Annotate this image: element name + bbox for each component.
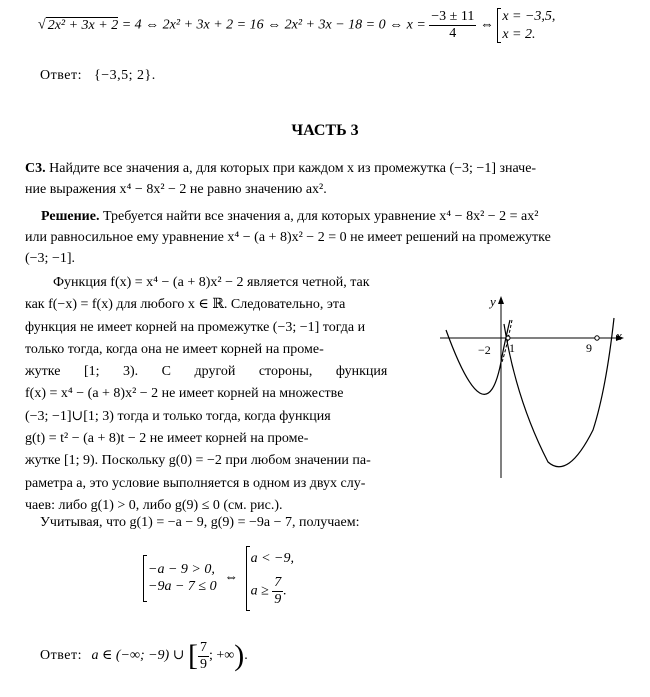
tick-label-minus-two: −2 (478, 343, 491, 357)
sqrt-expression: 2x² + 3x + 2 (47, 17, 119, 33)
system-right-one: a < −9, (250, 551, 294, 566)
y-axis-arrow (498, 296, 504, 304)
solution-line-one: Требуется найти все значения a, для которых уравнение x⁴ − 8x² − 2 = ax² (102, 209, 539, 224)
sqrt-sign: √ (38, 17, 46, 33)
part-heading: ЧАСТЬ 3 (291, 122, 359, 139)
body-line: только тогда, когда она не имеет корней на проме- (25, 341, 324, 357)
answer-two-fraction (198, 641, 209, 672)
roots-bracket (497, 8, 555, 43)
solution-label: Решение. (41, 209, 100, 224)
body-line: чаев: либо g(1) > 0, либо g(9) ≤ 0 (см. рис.). (25, 497, 283, 513)
system-right-fraction-num: 7 (274, 574, 282, 590)
system-left-one: −a − 9 > 0, (148, 561, 215, 577)
problem-line-two: ние выражения x⁴ − 8x² − 2 не равно значению ax². (25, 182, 327, 197)
answer-two-fraction-num: 7 (199, 639, 207, 655)
root-fraction (429, 10, 476, 41)
body-line: f(x) = x⁴ − (a + 8)x² − 2 не имеет корней на множестве (25, 386, 344, 402)
answer-two-open-bracket: [ (187, 639, 198, 672)
answer-two-label: Ответ: (40, 648, 82, 664)
body-line: жутке [1; 3). С другой стороны, функция (25, 364, 388, 380)
system-right-two-suffix: . (283, 583, 287, 599)
system-right-two-prefix: a ≥ (250, 583, 269, 599)
solution-block (25, 206, 625, 269)
body-line: как f(−x) = f(x) для любого x ∈ ℝ. Следовательно, эта (25, 297, 346, 313)
system-right-fraction-den: 9 (274, 591, 282, 607)
solution-line-two: или равносильное ему уравнение x⁴ − (a + 8)x² − 2 = 0 не имеет решений на промежутке (25, 230, 551, 245)
body-line: жутке [1; 9). Поскольку g(0) = −2 при любом значении па- (25, 453, 371, 469)
system-block (143, 546, 294, 611)
system-right-fraction (272, 576, 283, 607)
answer-two-prefix: a ∈ (−∞; −9) ∪ (91, 648, 185, 664)
answer-one-label: Ответ: (40, 68, 82, 83)
system-left-two: −9a − 7 ≤ 0 (148, 579, 217, 595)
solution-line-three: (−3; −1]. (25, 251, 76, 266)
body-line: Функция f(x) = x⁴ − (a + 8)x² − 2 является четной, так (53, 275, 370, 290)
top-equation (38, 8, 555, 43)
answer-two (40, 636, 248, 676)
equation-chain: = 4 ⇔ 2x² + 3x + 2 = 16 ⇔ 2x² + 3x − 18 = 0 ⇔ x = (121, 17, 426, 33)
answer-two-fraction-den: 9 (199, 656, 207, 672)
system-iff: ⇔ (224, 570, 239, 586)
tick-dot-one (506, 336, 510, 340)
problem-line-one: Найдите все значения a, для которых при каждом x из промежутка (−3; −1] значе- (49, 161, 537, 176)
y-axis-label: y (490, 294, 496, 309)
curve-f (446, 320, 510, 394)
system-right-two (251, 576, 294, 607)
body-line: (−3; −1]∪[1; 3) тогда и только тогда, когда функция (25, 408, 331, 424)
answer-two-suffix: ; +∞ (208, 648, 235, 664)
graph-figure (438, 290, 633, 480)
body-line: функция не имеет корней на промежутке (−3; −1] тогда и (25, 319, 366, 335)
body-line: g(t) = t² − (a + 8)t − 2 не имеет корней на проме- (25, 431, 309, 447)
problem-number: С3. (25, 161, 46, 176)
tick-dot-nine (595, 336, 599, 340)
tick-label-nine: 9 (586, 341, 592, 355)
root-two: x = 2. (502, 26, 536, 42)
x-axis-label: x (616, 328, 622, 343)
answer-one (40, 68, 156, 84)
answer-two-close-paren: ) (234, 639, 245, 672)
problem-block (25, 158, 625, 200)
system-left (143, 555, 217, 602)
root-fraction-denominator: 4 (449, 26, 457, 41)
tick-label-one: 1 (509, 341, 515, 355)
iff-sign: ⇔ (479, 17, 494, 33)
root-fraction-numerator: −3 ± 11 (431, 9, 475, 24)
body-line: раметра a, это условие выполняется в одном из двух слу- (25, 475, 366, 491)
answer-one-value: {−3,5; 2}. (93, 68, 156, 83)
system-right (246, 546, 294, 611)
answer-two-end: . (244, 648, 248, 664)
considering-line: Учитывая, что g(1) = −a − 9, g(9) = −9a − 7, получаем: (40, 515, 360, 530)
body-text (25, 272, 430, 517)
root-one: x = −3,5, (502, 9, 556, 24)
